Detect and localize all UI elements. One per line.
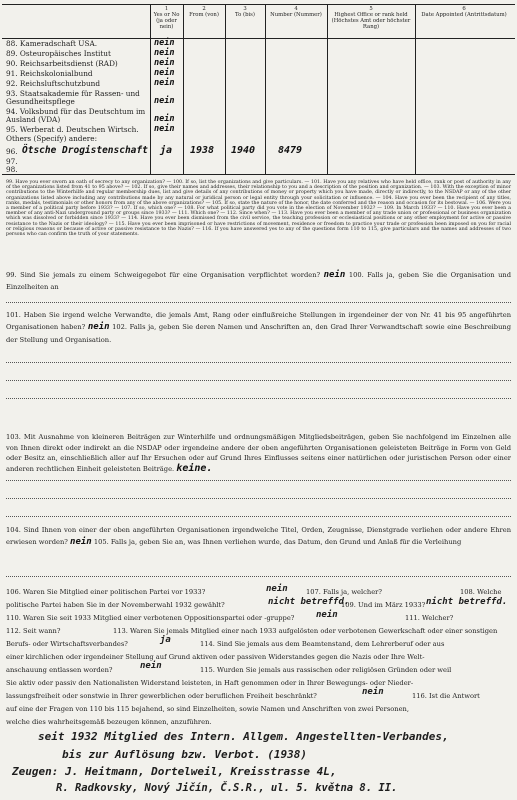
- question-103: 103. Mit Ausnahme von kleineren Beiträgen zur Winterhilfe und ordnungsmäßigen Mitgliedsbeiträgen, geben Sie nachfolgend im Einzelnen alle von Ihnen direkt oder indirekt an die NSDAP oder irgendeine andere der oben angeführten Organisationen geleisteten Beiträge in Form von Geld oder Besitz an, einschließlich aller auf Ihr Ersuchen oder auf Grund Ihres Einflusses seitens einer natürlichen oder juristischen Person oder einer anderen rechtlichen Einheit geleisteten Beiträge. keine.: [6, 433, 511, 474]
- answer-115: nein: [362, 687, 384, 697]
- row-yn-92: nein: [154, 78, 175, 88]
- row-label-88: 88. Kameradschaft USA.: [6, 39, 98, 48]
- row-label-91: 91. Reichskolonialbund: [6, 69, 93, 78]
- answer-103: keine.: [176, 462, 213, 474]
- handwritten-line-1: seit 1932 Mitglied des Intern. Allgem. Angestellten-Verbandes,: [38, 730, 449, 743]
- row-label-others: Others (Specify) andere:: [6, 134, 98, 143]
- row-96-organization: Ötsche Drogistenschaft: [22, 145, 148, 156]
- answer-99: nein: [323, 270, 346, 280]
- row-label-96: 96.: [6, 147, 18, 156]
- row-yn-95: nein: [154, 124, 175, 134]
- answer-108: nicht betreffd.: [268, 597, 350, 607]
- answer-101: nein: [87, 322, 110, 333]
- col-header-5: 5 Highest Office or rank held (Höchstes Amt oder höchster Rang): [331, 6, 411, 30]
- answer-106: nein: [266, 584, 288, 594]
- row-yn-90: nein: [154, 58, 175, 68]
- handwritten-line-4: R. Radkovsky, Nový Jičín, Č.S.R., ul. 5. května 8. II.: [56, 782, 398, 794]
- row-label-95: 95. Werberat d. Deutschen Wirtsch.: [6, 125, 139, 134]
- row-yn-88: nein: [154, 38, 175, 48]
- row-96-from: 1938: [190, 145, 215, 156]
- col-header-6: 6 Date Appointed (Antrittsdatum): [421, 6, 507, 18]
- row-label-92: 92. Reichsluftschutzbund: [6, 79, 101, 88]
- col-header-1: 1 Yes or No (ja oder nein): [153, 6, 180, 30]
- row-96-to: 1940: [231, 145, 256, 156]
- answer-109: nicht betreffd.: [426, 597, 508, 607]
- row-label-93: 93. Staatsakademie für Rassen- und Gesundheitspflege: [6, 89, 140, 106]
- row-label-98: 98.: [6, 165, 18, 174]
- row-yn-94: nein: [154, 114, 175, 124]
- row-label-97: 97.: [6, 157, 18, 166]
- question-101: 101. Haben Sie irgend welche Verwandte, die jemals Amt, Rang oder einflußreiche Stellungen in irgendeiner der von Nr. 41 bis 95 angeführten Organisationen haben? nein 102. Falls ja, geben Sie deren Namen und Anschriften an, den Grad Ihrer Verwandtschaft sowie eine Beschreibung der Stellung und Organisation.: [6, 311, 511, 344]
- handwritten-line-3: Zeugen: J. Heitmann, Dortelweil, Kreisstrasse 4L,: [12, 765, 337, 778]
- row-yn-91: nein: [154, 68, 175, 78]
- row-96-number: 8479: [278, 145, 303, 156]
- row-yn-93: nein: [154, 96, 175, 106]
- col-header-3: 3 To (bis): [235, 6, 255, 18]
- row-yn-96: ja: [160, 145, 173, 156]
- answer-113: ja: [160, 635, 171, 645]
- row-label-94: 94. Volksbund für das Deutschtum im Ausland (VDA): [6, 107, 146, 124]
- handwritten-line-2: bis zur Auflösung bzw. Verbot. (1938): [62, 748, 308, 761]
- row-label-89: 89. Osteuropäisches Institut: [6, 49, 111, 58]
- answer-114: nein: [140, 661, 162, 671]
- col-header-2: 2 From (von): [189, 6, 219, 18]
- question-104: 104. Sind Ihnen von einer der oben angeführten Organisationen irgendwelche Titel, Orden, Zeugnisse, Dienstgrade verliehen oder andere Ehren erwiesen worden? nein 105. Falls ja, geben Sie an, was Ihnen verliehen wurde, das Datum, den Grund und Anlaß für die Verleihung: [6, 526, 511, 548]
- answer-110: nein: [316, 610, 338, 620]
- row-yn-89: nein: [154, 48, 175, 58]
- english-instructions: 99. Have you ever sworn an oath of secrecy to any organization? — 100. If so, list the organizations and give particulars. — 101. Have you any relatives who have held office, rank or post of authority in any of the organizations listed from 41 to 95 above? — 102. If so, give their names and addresses, their relationship to you and a description of the position and organization. — 103. With the exception of minor contributions to the Winterhilfe and regular membership dues, list and give details of any contributions of money or property which you have made, directly or indirectly, to the NSDAP or any of the other organizations listed above including any contributions made by any natural or juridical person or legal entity through your solicitation or influence. — 104. Have you ever been the recipient of any titles, ranks, medals, testimonials or other honors from any of the above organizations? — 105. If so, state the nature of the honor, the date conferred and the reason and occasion for its bestowal. — 106. Were you a member of a political party before 1933? — 107. If so, which one? — 108. For what political party did you vote in the election of November 1932? — 109. In March 1933? — 110. Have you ever been a member of any anti-Nazi underground party or groups since 1933? — 111. Which one? — 112. Since when? — 113. Have you ever been a member of any trade union or professional or business organization which was dissolved or forbidden since 1933? — 114. Have you ever been dismissed from the civil service, the teaching profession or ecclesiastical positions or any other employment for active or passive resistance to the Nazis or their ideology? — 115. Have you ever been imprisoned or have restrictions of movement, residence or freedom to practice your trade or profession been imposed on you for racial or religious reasons or because of active or passive resistance to the Nazis? — 116. If you have answered yes to any of the questions form 110 to 115, give particulars and the names and addresses of two persons who can confirm the truth of your statements.: [6, 180, 511, 238]
- row-label-90: 90. Reichsarbeitsdienst (RAD): [6, 59, 118, 68]
- answer-104: nein: [70, 537, 92, 548]
- question-99: 99. Sind Sie jemals zu einem Schweigegebot für eine Organisation verpflichtet worden? nein 100. Falls ja, geben Sie die Organisation und Einzelheiten an: [6, 270, 511, 292]
- col-header-4: 4 Number (Nummer): [270, 6, 322, 18]
